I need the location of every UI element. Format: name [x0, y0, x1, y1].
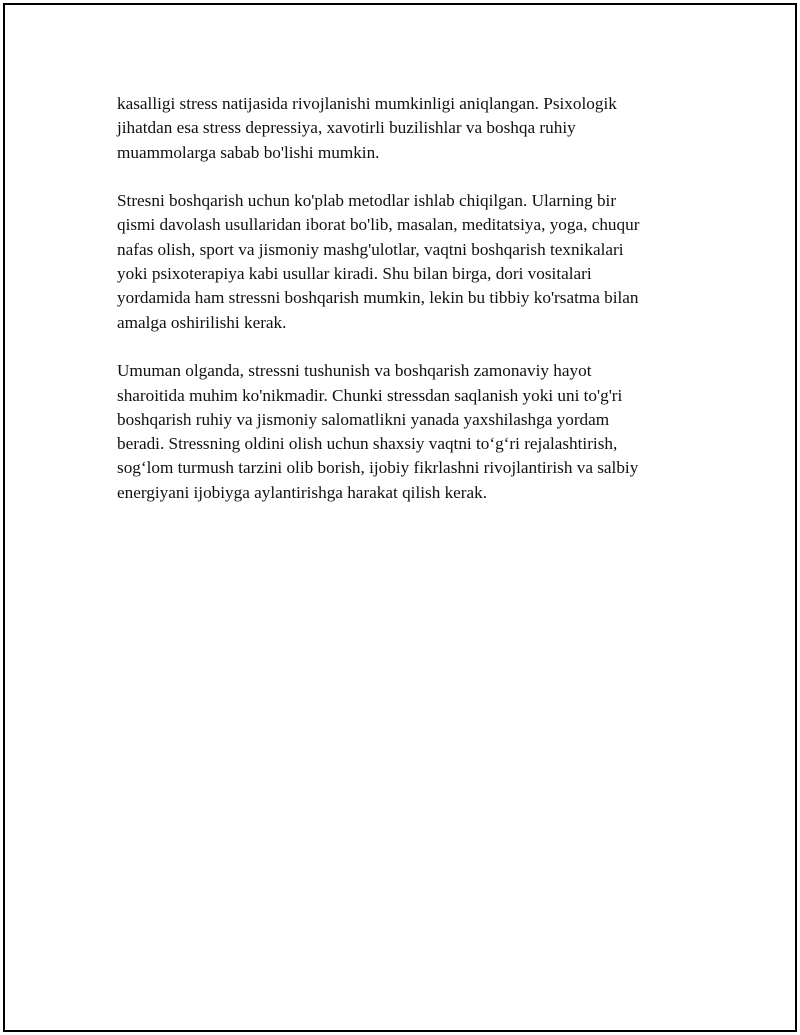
text-line: boshqarish ruhiy va jismoniy salomatlikni yanada yaxshilashga yordam [117, 409, 610, 429]
text-line: yordamida ham stressni boshqarish mumkin, lekin bu tibbiy ko'rsatma bilan [117, 288, 639, 308]
text-line: sharoitida muhim ko'nikmadir. Chunki stressdan saqlanish yoki uni to'g'ri [117, 385, 623, 405]
text-line: amalga oshirilishi kerak. [117, 312, 287, 332]
text-line: Umuman olganda, stressni tushunish va boshqarish zamonaviy hayot [117, 361, 592, 381]
document-body [117, 92, 697, 529]
text-line: Stresni boshqarish uchun ko'plab metodlar ishlab chiqilgan. Ularning bir [117, 191, 617, 211]
text-line: qismi davolash usullaridan iborat bo'lib, masalan, meditatsiya, yoga, chuqur [117, 215, 640, 235]
text-line: kasalligi stress natijasida rivojlanishi mumkinligi aniqlangan. Psixologik [117, 94, 617, 113]
text-line: yoki psixoterapiya kabi usullar kiradi. Shu bilan birga, dori vositalari [117, 264, 592, 284]
text-line: energiyani ijobiyga aylantirishga harakat qilish kerak. [117, 482, 488, 502]
paragraph-2 [117, 189, 697, 335]
paragraph-3 [117, 359, 697, 505]
text-line: sog‘lom turmush tarzini olib borish, ijobiy fikrlashni rivojlantirish va salbiy [117, 458, 639, 478]
text-line: muammolarga sabab bo'lishi mumkin. [117, 142, 380, 162]
text-line: jihatdan esa stress depressiya, xavotirli buzilishlar va boshqa ruhiy [117, 118, 576, 138]
text-line: nafas olish, sport va jismoniy mashg'ulotlar, vaqtni boshqarish texnikalari [117, 239, 624, 259]
paragraph-1 [117, 92, 697, 165]
text-line: beradi. Stressning oldini olish uchun shaxsiy vaqtni to‘g‘ri rejalashtirish, [117, 434, 618, 454]
